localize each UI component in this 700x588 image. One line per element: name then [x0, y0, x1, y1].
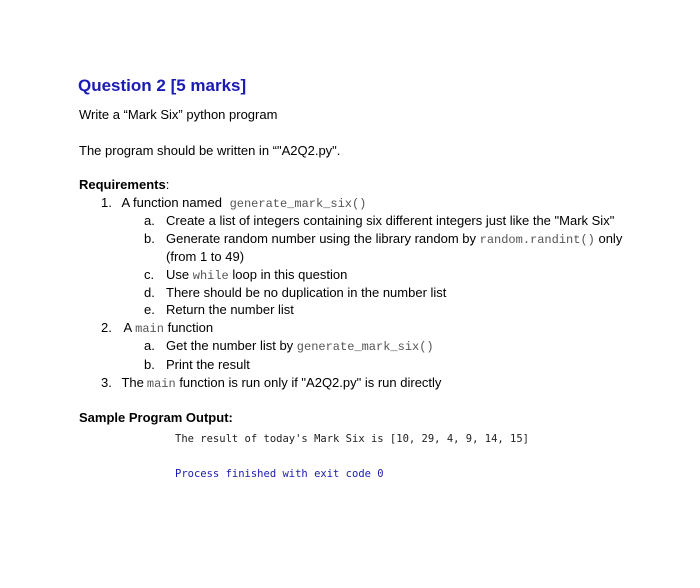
requirement-3-post: function is run only if "A2Q2.py" is run directly	[179, 375, 442, 390]
requirement-1b-text: Generate random number using the library random by	[166, 231, 476, 246]
requirement-1c-letter: c.	[144, 267, 155, 282]
requirement-1a	[144, 213, 614, 228]
requirement-2-post: function	[167, 320, 214, 335]
requirement-1e	[144, 302, 294, 317]
requirements-colon: :	[165, 177, 170, 192]
requirement-1e-letter: e.	[144, 302, 155, 317]
requirement-2-code: main	[135, 322, 164, 336]
requirement-2a-text: Get the number list by	[166, 338, 294, 353]
requirements-heading	[79, 177, 169, 192]
requirement-1b	[144, 231, 622, 247]
requirement-1b-after: only	[598, 231, 623, 246]
intro-text: Write a “Mark Six” python program	[79, 107, 278, 122]
requirement-1c-post: loop in this question	[232, 267, 348, 282]
requirement-1	[101, 195, 366, 211]
requirement-2-number: 2.	[101, 320, 112, 335]
requirement-1a-text: Create a list of integers containing six different integers just like the "Mark Six"	[166, 213, 615, 228]
requirement-3-code: main	[146, 377, 176, 391]
question-title: Question 2 [5 marks]	[78, 76, 247, 95]
requirement-2b-text: Print the result	[166, 357, 250, 372]
requirement-1c	[144, 267, 347, 283]
requirement-2-pre: A	[123, 320, 133, 335]
requirement-1c-pre: Use	[166, 267, 190, 282]
requirement-2b	[144, 357, 250, 372]
requirement-3-pre: The	[121, 375, 144, 390]
requirement-1c-code: while	[192, 269, 229, 283]
requirement-1d-text: There should be no duplication in the number list	[166, 285, 447, 300]
requirement-1e-text: Return the number list	[166, 302, 294, 317]
requirement-3	[101, 375, 441, 391]
requirement-2	[101, 320, 213, 336]
requirement-2b-letter: b.	[144, 357, 155, 372]
requirement-1b-line2: (from 1 to 49)	[166, 249, 245, 264]
requirement-1b-code: random.randint()	[479, 233, 595, 247]
sample-output-label: Sample Program Output:	[79, 410, 233, 425]
requirement-1d	[144, 285, 446, 300]
sample-output-exit-line: Process finished with exit code 0	[175, 468, 384, 480]
requirement-1-number: 1.	[101, 195, 112, 210]
requirements-label: Requirements	[79, 177, 166, 192]
requirement-1-code: generate_mark_six()	[229, 197, 367, 211]
requirement-2a-code: generate_mark_six()	[296, 340, 434, 354]
requirement-1-text: A function named	[121, 195, 222, 210]
requirement-2a	[144, 338, 434, 354]
requirement-3-number: 3.	[101, 375, 112, 390]
requirement-1d-letter: d.	[144, 285, 155, 300]
requirement-1a-letter: a.	[144, 213, 155, 228]
file-note: The program should be written in “"A2Q2.py".	[79, 143, 341, 158]
sample-output-result-line: The result of today's Mark Six is [10, 29, 4, 9, 14, 15]	[175, 433, 530, 445]
requirement-2a-letter: a.	[144, 338, 155, 353]
requirement-1b-letter: b.	[144, 231, 155, 246]
